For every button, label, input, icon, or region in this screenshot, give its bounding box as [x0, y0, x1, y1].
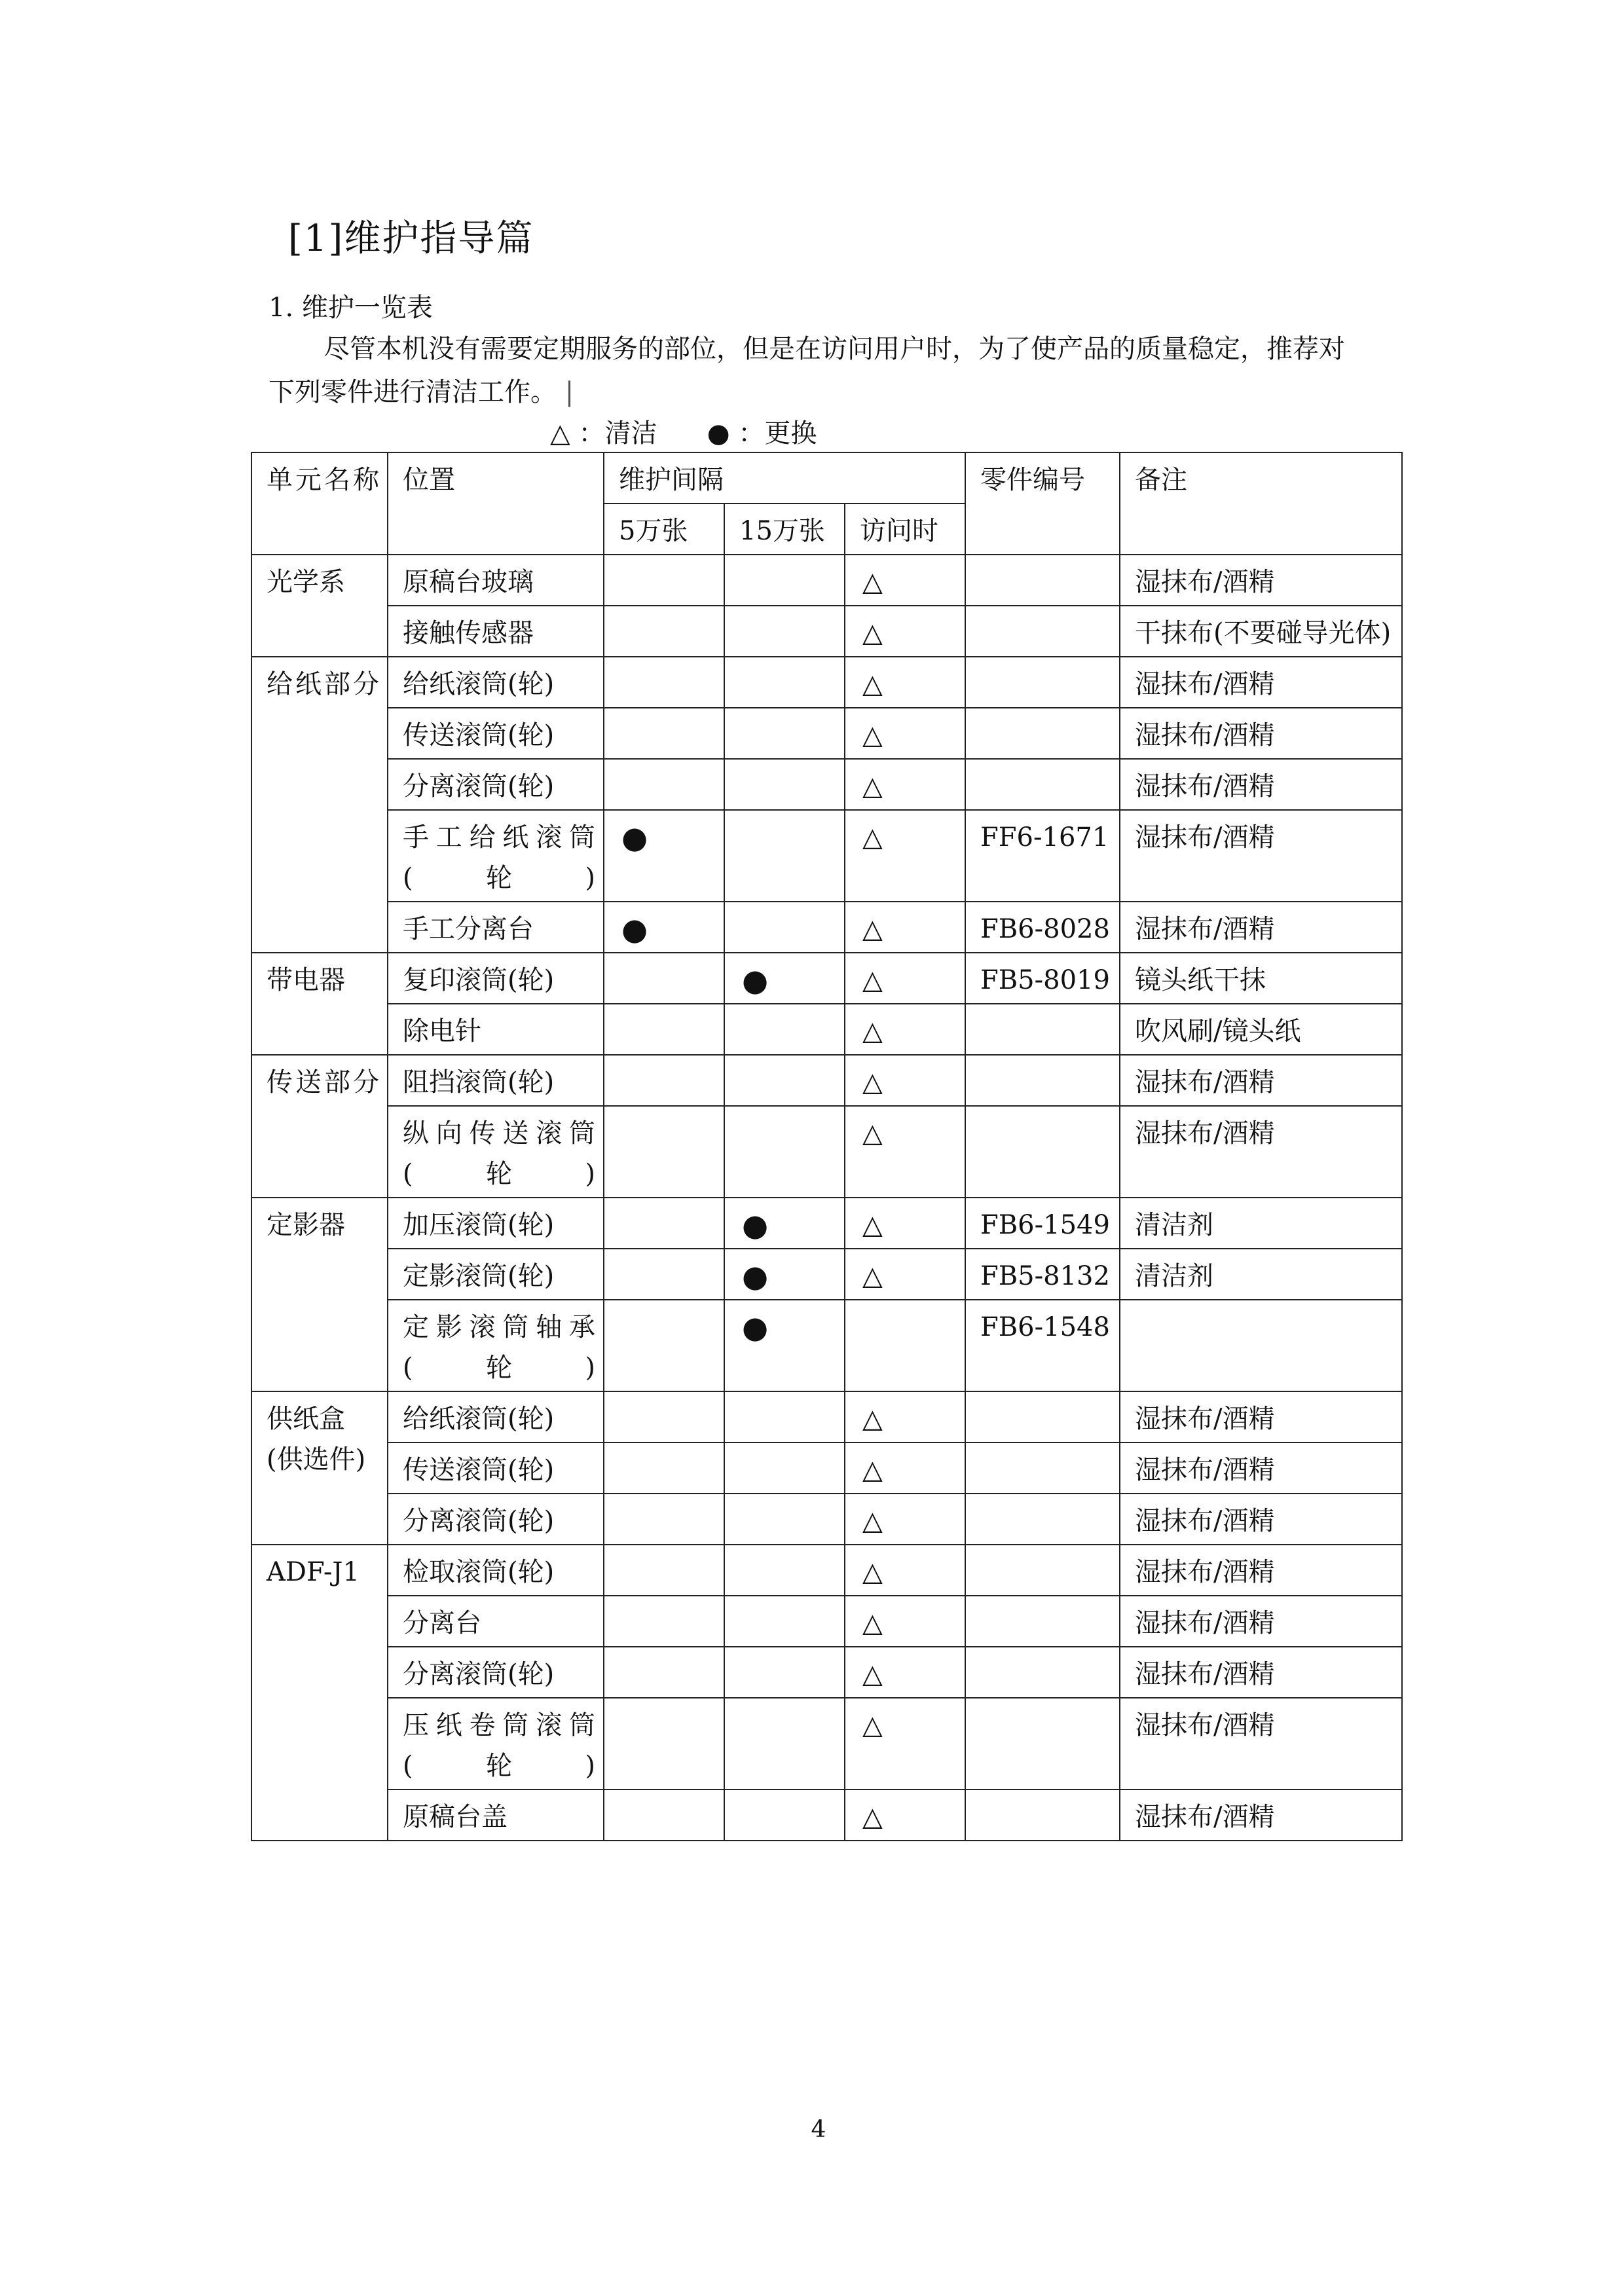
interval-visit-cell: △ [845, 708, 965, 759]
table-row [251, 759, 1402, 810]
interval-visit-cell: △ [845, 555, 965, 606]
interval-150k-cell [724, 1391, 845, 1442]
position-cell: 纵向传送滚筒(轮) [388, 1106, 604, 1198]
part-number-cell: FB5-8132 [965, 1249, 1120, 1300]
interval-visit-cell: △ [845, 1698, 965, 1790]
position-cell: 原稿台盖 [388, 1790, 604, 1841]
interval-visit-cell: △ [845, 1596, 965, 1647]
unit-cell: 供纸盒(供选件) [251, 1391, 388, 1545]
interval-150k-cell: ● [724, 953, 845, 1004]
table-row [251, 1596, 1402, 1647]
interval-visit-cell: △ [845, 1004, 965, 1055]
header-remarks: 备注 [1120, 452, 1402, 555]
position-cell: 给纸滚筒(轮) [388, 1391, 604, 1442]
part-number-cell: FB5-8019 [965, 953, 1120, 1004]
interval-150k-cell [724, 810, 845, 902]
legend-separator: ： [578, 418, 605, 449]
interval-150k-cell [724, 606, 845, 657]
interval-150k-cell [724, 902, 845, 953]
table-row [251, 1545, 1402, 1596]
remark-cell [1120, 1300, 1402, 1391]
interval-150k-cell [724, 1494, 845, 1545]
interval-50k-cell [604, 1442, 724, 1494]
triangle-icon: △ [550, 418, 570, 449]
position-cell: 手工分离台 [388, 902, 604, 953]
interval-150k-cell: ● [724, 1198, 845, 1249]
remark-cell: 湿抹布/酒精 [1120, 1494, 1402, 1545]
table-row [251, 1790, 1402, 1841]
interval-visit-cell: △ [845, 902, 965, 953]
interval-visit-cell: △ [845, 1055, 965, 1106]
interval-150k-cell [724, 657, 845, 708]
interval-150k-cell [724, 1055, 845, 1106]
table-row [251, 1106, 1402, 1198]
part-number-cell: FB6-8028 [965, 902, 1120, 953]
interval-50k-cell: ● [604, 902, 724, 953]
interval-visit-cell: △ [845, 1545, 965, 1596]
part-number-cell [965, 1055, 1120, 1106]
table-row [251, 1647, 1402, 1698]
header-position: 位置 [388, 452, 604, 555]
position-cell: 压纸卷筒滚筒(轮) [388, 1698, 604, 1790]
part-number-cell [965, 555, 1120, 606]
interval-150k-cell: ● [724, 1300, 845, 1391]
part-number-cell [965, 1494, 1120, 1545]
interval-50k-cell [604, 657, 724, 708]
remark-cell: 湿抹布/酒精 [1120, 555, 1402, 606]
filled-circle-icon: ● [707, 418, 730, 449]
table-row [251, 1442, 1402, 1494]
interval-50k-cell [604, 1647, 724, 1698]
remark-cell: 湿抹布/酒精 [1120, 657, 1402, 708]
interval-visit-cell: △ [845, 1249, 965, 1300]
interval-150k-cell [724, 1647, 845, 1698]
interval-150k-cell [724, 759, 845, 810]
remark-cell: 湿抹布/酒精 [1120, 1391, 1402, 1442]
interval-50k-cell [604, 1596, 724, 1647]
interval-50k-cell [604, 1790, 724, 1841]
position-cell: 分离滚筒(轮) [388, 1494, 604, 1545]
part-number-cell: FB6-1549 [965, 1198, 1120, 1249]
table-row [251, 708, 1402, 759]
remark-cell: 湿抹布/酒精 [1120, 1055, 1402, 1106]
remark-cell: 湿抹布/酒精 [1120, 1698, 1402, 1790]
remark-cell: 湿抹布/酒精 [1120, 902, 1402, 953]
part-number-cell [965, 606, 1120, 657]
table-row [251, 1494, 1402, 1545]
remark-cell: 湿抹布/酒精 [1120, 1790, 1402, 1841]
interval-50k-cell [604, 606, 724, 657]
table-row [251, 1198, 1402, 1249]
position-cell: 除电针 [388, 1004, 604, 1055]
section-title: 1. 维护一览表 [268, 293, 433, 323]
position-cell: 给纸滚筒(轮) [388, 657, 604, 708]
remark-cell: 湿抹布/酒精 [1120, 1545, 1402, 1596]
interval-50k-cell [604, 1106, 724, 1198]
interval-150k-cell [724, 1790, 845, 1841]
table-row [251, 1391, 1402, 1442]
interval-50k-cell [604, 1494, 724, 1545]
header-row [251, 452, 1402, 504]
interval-visit-cell: △ [845, 1391, 965, 1442]
legend-clean-label: 清洁 [604, 418, 657, 449]
interval-50k-cell [604, 1545, 724, 1596]
interval-visit-cell: △ [845, 1198, 965, 1249]
page-number: 4 [811, 2116, 826, 2143]
header-interval: 维护间隔 [604, 452, 965, 504]
interval-150k-cell [724, 1698, 845, 1790]
remark-cell: 湿抹布/酒精 [1120, 1442, 1402, 1494]
position-cell: 原稿台玻璃 [388, 555, 604, 606]
interval-50k-cell [604, 555, 724, 606]
part-number-cell [965, 1596, 1120, 1647]
table-row [251, 953, 1402, 1004]
interval-visit-cell: △ [845, 953, 965, 1004]
interval-visit-cell: △ [845, 810, 965, 902]
table-row [251, 1004, 1402, 1055]
part-number-cell [965, 1647, 1120, 1698]
table-row [251, 657, 1402, 708]
unit-cell: ADF-J1 [251, 1545, 388, 1841]
interval-50k-cell [604, 708, 724, 759]
remark-cell: 清洁剂 [1120, 1198, 1402, 1249]
unit-cell: 带电器 [251, 953, 388, 1055]
interval-150k-cell [724, 1004, 845, 1055]
legend [550, 413, 817, 450]
position-cell: 定影滚筒(轮) [388, 1249, 604, 1300]
header-interval-50k: 5万张 [604, 504, 724, 555]
unit-cell: 定影器 [251, 1198, 388, 1391]
position-cell: 分离滚筒(轮) [388, 759, 604, 810]
maintenance-table [251, 452, 1403, 1841]
remark-cell: 湿抹布/酒精 [1120, 759, 1402, 810]
intro-paragraph [268, 327, 1421, 414]
interval-50k-cell: ● [604, 810, 724, 902]
interval-150k-cell [724, 1442, 845, 1494]
position-cell: 加压滚筒(轮) [388, 1198, 604, 1249]
interval-150k-cell [724, 1545, 845, 1596]
part-number-cell [965, 657, 1120, 708]
interval-visit-cell: △ [845, 1442, 965, 1494]
unit-cell: 光学系 [251, 555, 388, 657]
remark-cell: 湿抹布/酒精 [1120, 708, 1402, 759]
unit-cell: 给纸部分 [251, 657, 388, 953]
part-number-cell: FF6-1671 [965, 810, 1120, 902]
interval-150k-cell [724, 555, 845, 606]
part-number-cell [965, 1790, 1120, 1841]
position-cell: 分离滚筒(轮) [388, 1647, 604, 1698]
part-number-cell [965, 759, 1120, 810]
interval-visit-cell: △ [845, 1106, 965, 1198]
interval-visit-cell: △ [845, 657, 965, 708]
position-cell: 检取滚筒(轮) [388, 1545, 604, 1596]
interval-visit-cell: △ [845, 1790, 965, 1841]
position-cell: 接触传感器 [388, 606, 604, 657]
legend-replace-label: 更换 [764, 418, 817, 449]
intro-line-2: 下列零件进行清洁工作。 [268, 377, 557, 407]
interval-50k-cell [604, 1055, 724, 1106]
position-cell: 手工给纸滚筒(轮) [388, 810, 604, 902]
interval-50k-cell [604, 1391, 724, 1442]
interval-visit-cell: △ [845, 1647, 965, 1698]
part-number-cell [965, 1106, 1120, 1198]
position-cell: 定影滚筒轴承(轮) [388, 1300, 604, 1391]
header-part-no: 零件编号 [965, 452, 1120, 555]
interval-visit-cell: △ [845, 606, 965, 657]
interval-50k-cell [604, 759, 724, 810]
table-row [251, 902, 1402, 953]
interval-50k-cell [604, 1300, 724, 1391]
part-number-cell [965, 708, 1120, 759]
part-number-cell [965, 1545, 1120, 1596]
interval-150k-cell [724, 1596, 845, 1647]
part-number-cell [965, 1391, 1120, 1442]
table-row [251, 555, 1402, 606]
position-cell: 阻挡滚筒(轮) [388, 1055, 604, 1106]
part-number-cell [965, 1698, 1120, 1790]
interval-150k-cell [724, 708, 845, 759]
position-cell: 分离台 [388, 1596, 604, 1647]
interval-50k-cell [604, 1004, 724, 1055]
table-row [251, 810, 1402, 902]
remark-cell: 湿抹布/酒精 [1120, 1596, 1402, 1647]
table-row [251, 1698, 1402, 1790]
interval-150k-cell: ● [724, 1249, 845, 1300]
interval-50k-cell [604, 1249, 724, 1300]
table-row [251, 1055, 1402, 1106]
remark-cell: 镜头纸干抹 [1120, 953, 1402, 1004]
intro-line-1: 尽管本机没有需要定期服务的部位，但是在访问用户时，为了使产品的质量稳定，推荐对 [323, 334, 1345, 364]
header-interval-150k: 15万张 [724, 504, 845, 555]
table-row [251, 1300, 1402, 1391]
interval-50k-cell [604, 1198, 724, 1249]
table-row [251, 606, 1402, 657]
remark-cell: 湿抹布/酒精 [1120, 810, 1402, 902]
position-cell: 传送滚筒(轮) [388, 708, 604, 759]
interval-visit-cell [845, 1300, 965, 1391]
part-number-cell: FB6-1548 [965, 1300, 1120, 1391]
interval-visit-cell: △ [845, 1494, 965, 1545]
table-row [251, 1249, 1402, 1300]
unit-cell: 传送部分 [251, 1055, 388, 1198]
part-number-cell [965, 1004, 1120, 1055]
interval-50k-cell [604, 1698, 724, 1790]
interval-visit-cell: △ [845, 759, 965, 810]
remark-cell: 清洁剂 [1120, 1249, 1402, 1300]
text-cursor-mark: | [564, 377, 574, 407]
header-unit: 单元名称 [251, 452, 388, 555]
position-cell: 复印滚筒(轮) [388, 953, 604, 1004]
part-number-cell [965, 1442, 1120, 1494]
position-cell: 传送滚筒(轮) [388, 1442, 604, 1494]
remark-cell: 干抹布(不要碰导光体) [1120, 606, 1402, 657]
remark-cell: 湿抹布/酒精 [1120, 1106, 1402, 1198]
header-interval-visit: 访问时 [845, 504, 965, 555]
remark-cell: 湿抹布/酒精 [1120, 1647, 1402, 1698]
interval-150k-cell [724, 1106, 845, 1198]
page-heading: [1]维护指导篇 [288, 217, 534, 260]
remark-cell: 吹风刷/镜头纸 [1120, 1004, 1402, 1055]
legend-separator: ： [738, 418, 765, 449]
interval-50k-cell [604, 953, 724, 1004]
